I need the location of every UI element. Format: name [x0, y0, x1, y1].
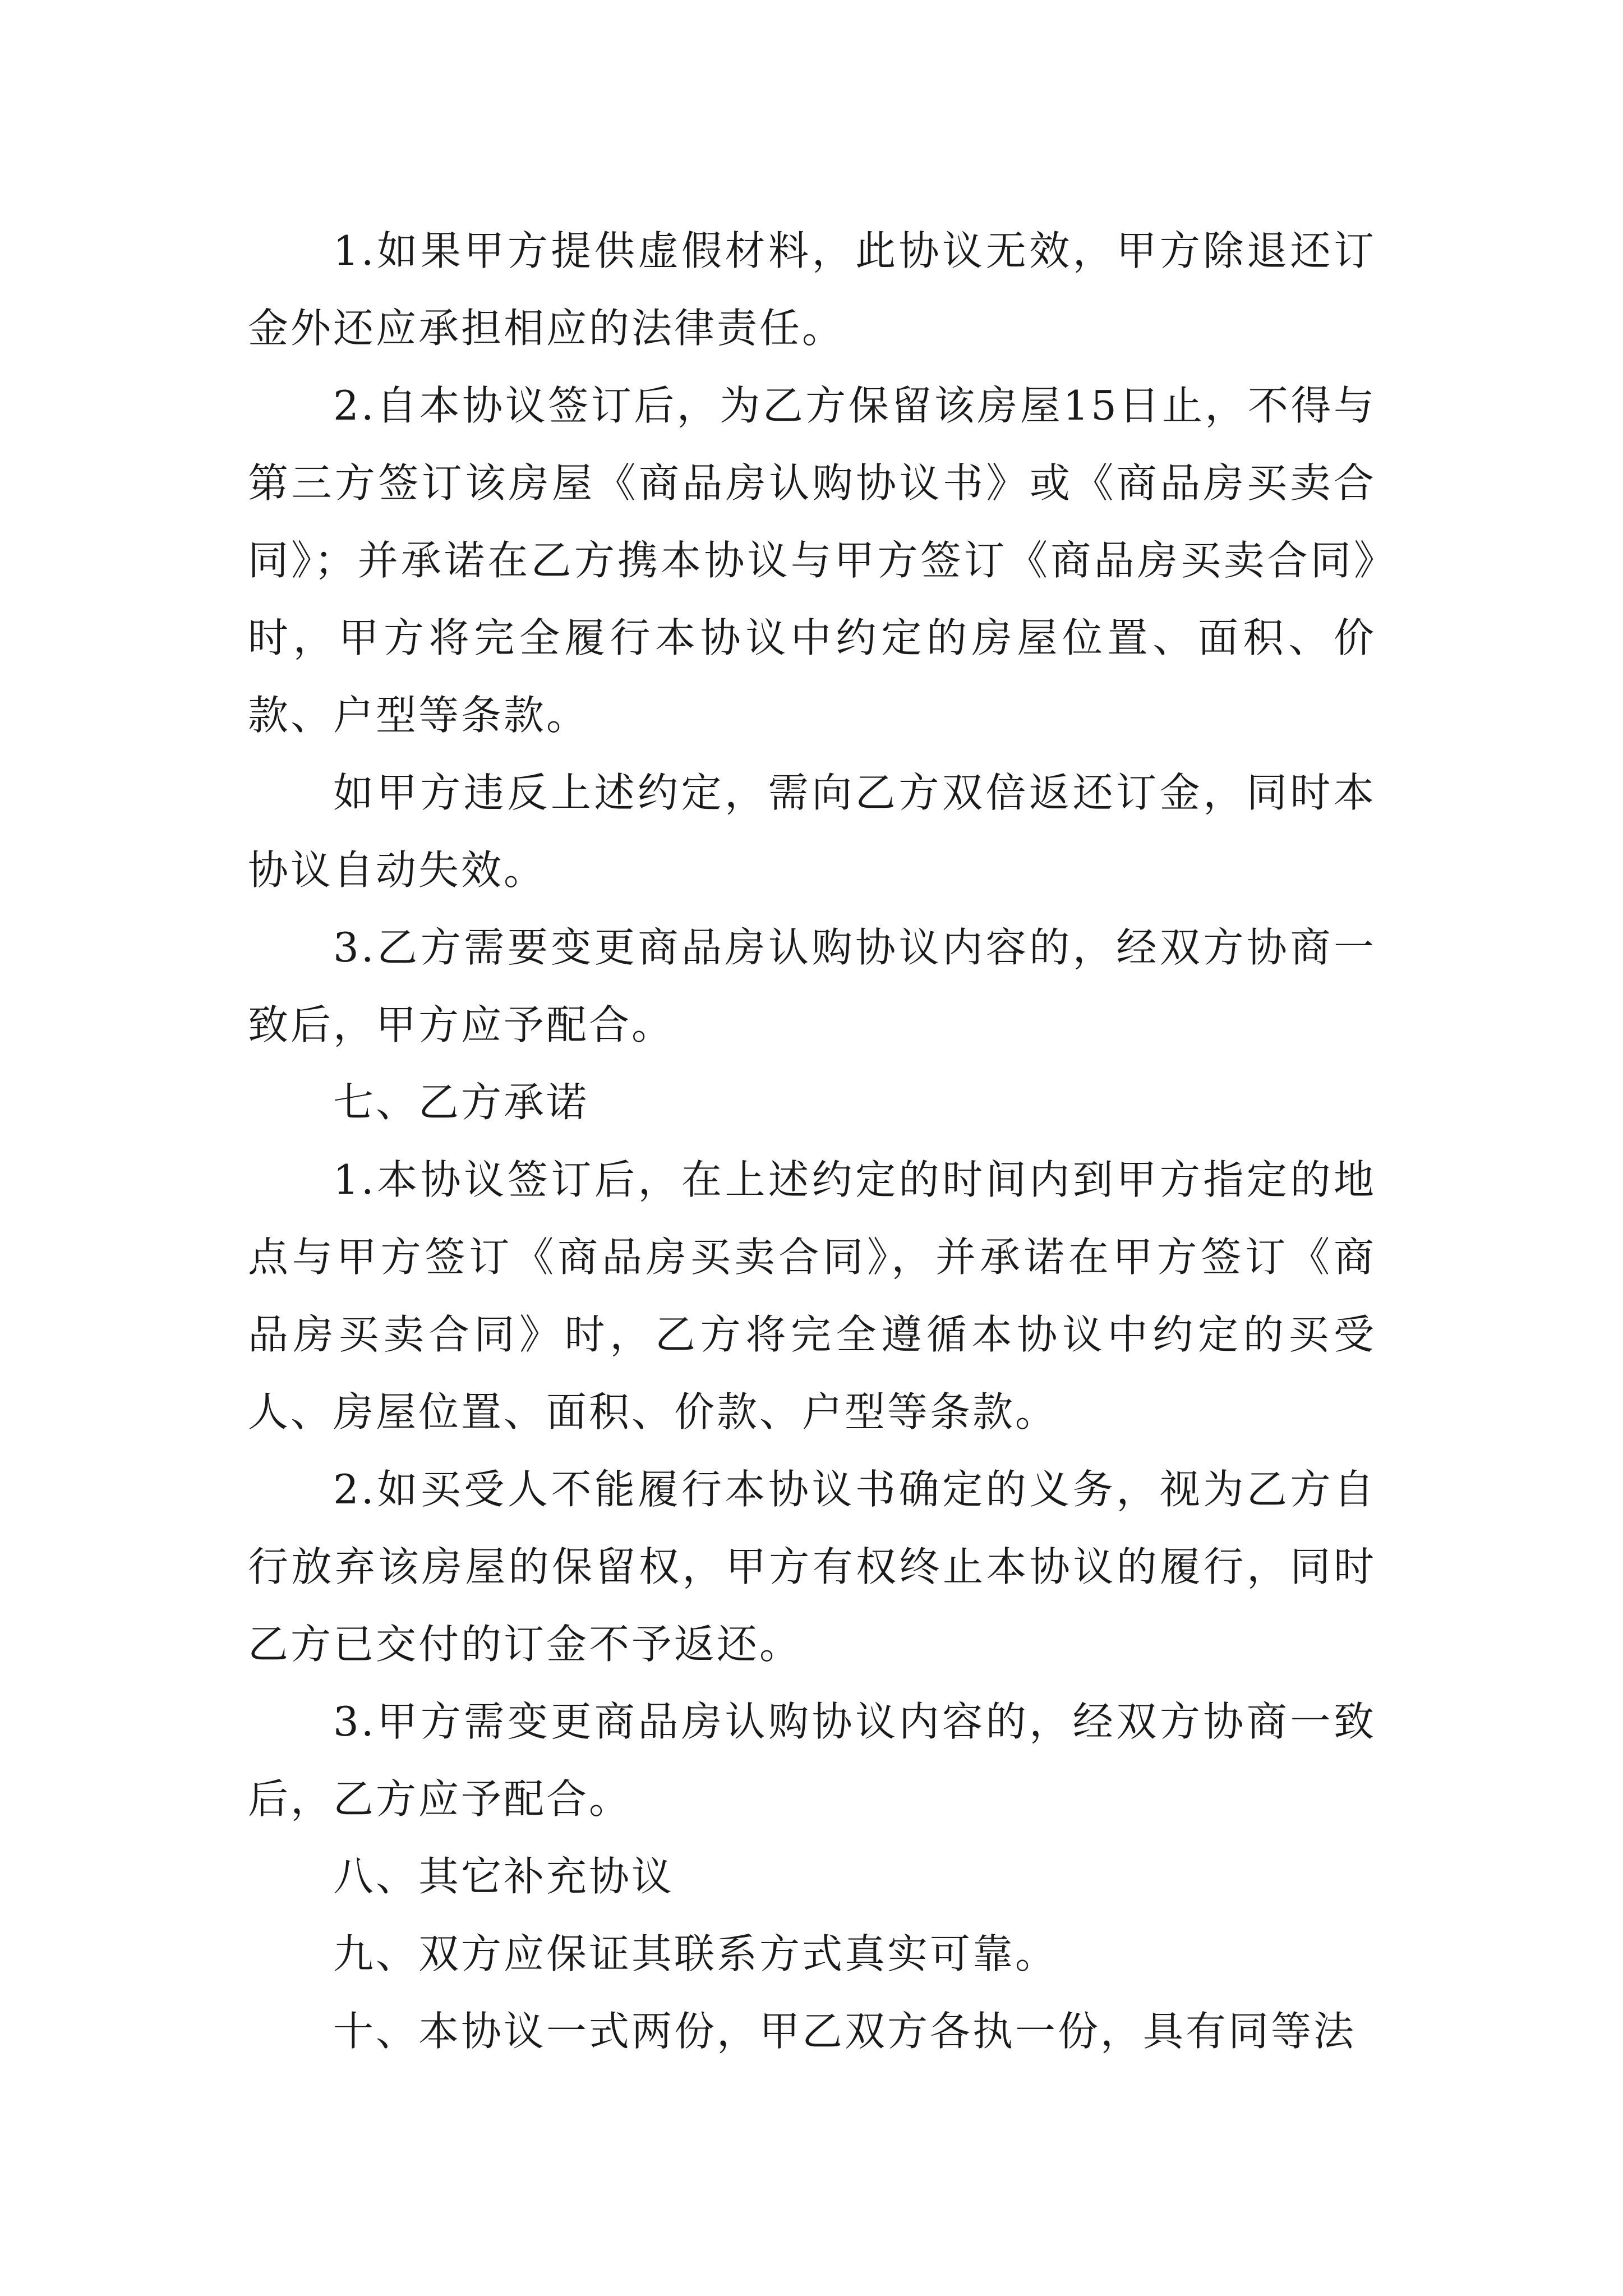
clause-7-2-paragraph: 2.如买受人不能履行本协议书确定的义务，视为乙方自行放弃该房屋的保留权，甲方有权终止本协议的履行，同时乙方已交付的订金不予返还。	[248, 1466, 1376, 1668]
section-8-heading: 八、其它补充协议	[333, 1853, 675, 1900]
clause-6-2-breach-paragraph: 如甲方违反上述约定，需向乙方双倍返还订金，同时本协议自动失效。	[248, 769, 1376, 894]
section-9-paragraph: 九、双方应保证其联系方式真实可靠。	[333, 1930, 1058, 1977]
clause-6-1-paragraph: 1.如果甲方提供虚假材料，此协议无效，甲方除退还订金外还应承担相应的法律责任。	[248, 227, 1376, 352]
clause-6-3-paragraph: 3.乙方需要变更商品房认购协议内容的，经双方协商一致后，甲方应予配合。	[248, 924, 1376, 1048]
clause-7-1-paragraph: 1.本协议签订后，在上述约定的时间内到甲方指定的地点与甲方签订《商品房买卖合同》，并承诺在甲方签订《商品房买卖合同》时，乙方将完全遵循本协议中约定的买受人、房屋位置、面积、价款、户型等条款。	[248, 1156, 1376, 1435]
document-body	[248, 212, 1376, 2070]
section-7-heading: 七、乙方承诺	[333, 1079, 589, 1126]
clause-6-2-paragraph: 2.自本协议签订后，为乙方保留该房屋15日止，不得与第三方签订该房屋《商品房认购协议书》或《商品房买卖合同》；并承诺在乙方携本协议与甲方签订《商品房买卖合同》时，甲方将完全履行本协议中约定的房屋位置、面积、价款、户型等条款。	[248, 382, 1376, 739]
clause-7-3-paragraph: 3.甲方需变更商品房认购协议内容的，经双方协商一致后，乙方应予配合。	[248, 1698, 1376, 1823]
section-10-paragraph: 十、本协议一式两份，甲乙双方各执一份，具有同等法	[333, 2008, 1357, 2055]
